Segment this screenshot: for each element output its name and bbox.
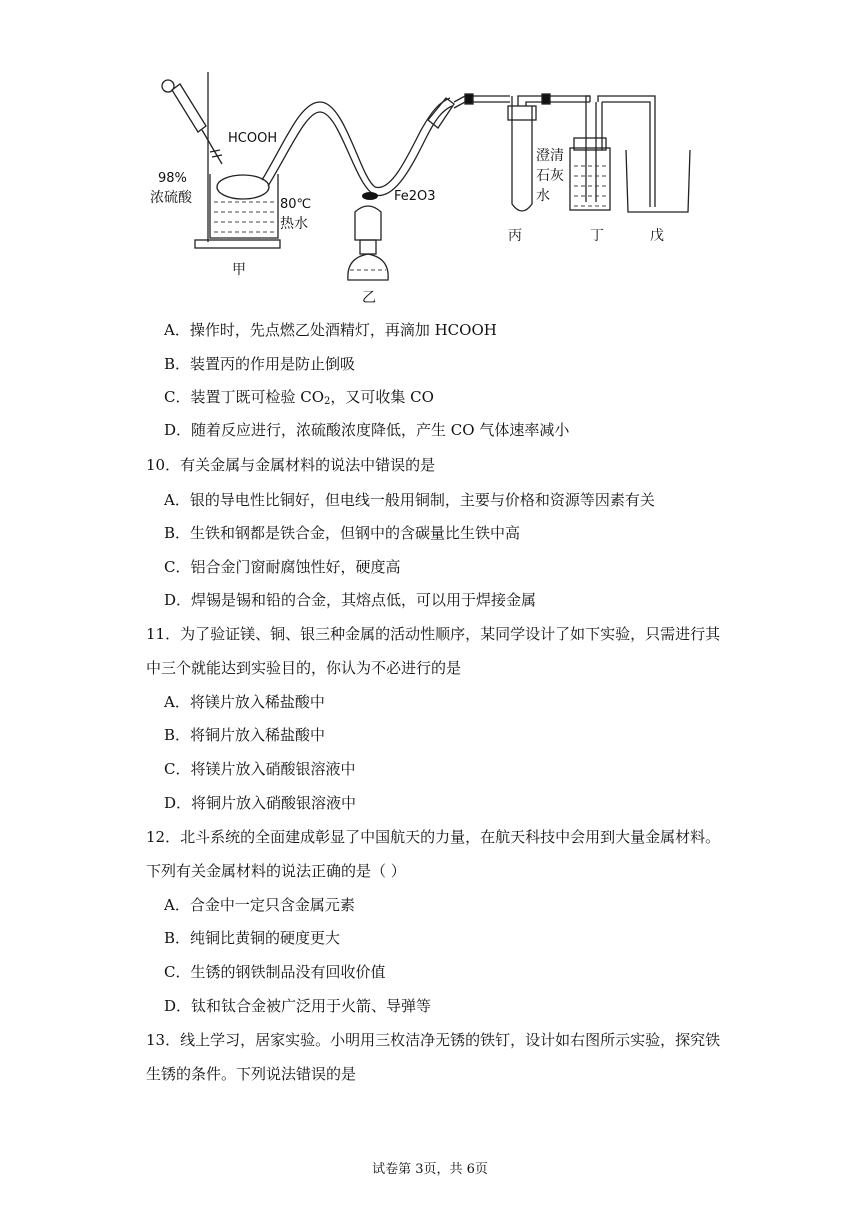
label-wu: 戊: [650, 228, 664, 244]
q10-option-c: C．铝合金门窗耐腐蚀性好，硬度高: [164, 558, 401, 576]
label-limewater-1: 澄清: [536, 148, 564, 164]
q9-option-b: B．装置丙的作用是防止倒吸: [164, 355, 356, 373]
label-hot-water: 热水: [280, 216, 308, 232]
q9-option-d: D．随着反应进行，浓硫酸浓度降低，产生 CO 气体速率减小: [164, 421, 570, 439]
fe2o3-powder: [362, 192, 378, 200]
label-limewater-2: 石灰: [536, 168, 564, 184]
gas-washing-bottle-ding: [570, 148, 610, 210]
q10-option-d: D．焊锡是锡和铅的合金，其熔点低，可以用于焊接金属: [164, 591, 537, 609]
alcohol-lamp: [348, 254, 388, 280]
dropping-funnel: [172, 84, 206, 132]
apparatus-diagram: [150, 62, 710, 312]
q10-option-a: A．银的导电性比铜好，但电线一般用铜制，主要与价格和资源等因素有关: [164, 491, 655, 509]
label-hcooh: HCOOH: [228, 131, 278, 146]
q11-option-d: D．将铜片放入硝酸银溶液中: [164, 794, 357, 812]
label-acid-name: 浓硫酸: [150, 190, 192, 206]
q11-option-b: B．将铜片放入稀盐酸中: [164, 726, 326, 744]
q13-stem-line1: 13．线上学习，居家实验。小明用三枚洁净无锈的铁钉，设计如右图所示实验，探究铁: [146, 1031, 721, 1049]
q13-stem-line2: 生锈的条件。下列说法错误的是: [146, 1065, 357, 1083]
beaker-wu: [626, 150, 690, 212]
label-ding: 丁: [590, 228, 604, 244]
q12-option-d: D．钛和钛合金被广泛用于火箭、导弹等: [164, 997, 432, 1015]
apparatus-figure: [150, 62, 710, 312]
q12-stem-line1: 12．北斗系统的全面建成彰显了中国航天的力量，在航天科技中会用到大量金属材料。: [146, 828, 721, 846]
q11-stem-line2: 中三个就能达到实验目的，你认为不必进行的是: [146, 659, 462, 677]
label-limewater-3: 水: [536, 188, 550, 204]
q11-option-c: C．将镁片放入硝酸银溶液中: [164, 760, 356, 778]
q10-stem: 10．有关金属与金属材料的说法中错误的是: [146, 456, 436, 474]
q12-stem-line2: 下列有关金属材料的说法正确的是（ ）: [146, 862, 406, 880]
q12-option-b: B．纯铜比黄铜的硬度更大: [164, 929, 341, 947]
lamp-flame: [355, 206, 381, 240]
w-shaped-tube: [262, 98, 450, 188]
label-yi: 乙: [362, 290, 376, 306]
q11-option-a: A．将镁片放入稀盐酸中: [164, 693, 325, 711]
label-fe2o3: Fe2O3: [394, 189, 436, 204]
page-footer: 试卷第 3页，共 6页: [372, 1162, 488, 1177]
q11-stem-line1: 11．为了验证镁、铜、银三种金属的活动性顺序，某同学设计了如下实验，只需进行其: [146, 625, 721, 643]
label-bing: 丙: [508, 228, 522, 244]
q9-option-c: C．装置丁既可检验 $CO_2$，又可收集 CO: [164, 388, 434, 407]
q9-option-a: A．操作时，先点燃乙处酒精灯，再滴加 HCOOH: [164, 321, 497, 339]
q12-option-c: C．生锈的钢铁制品没有回收价值: [164, 963, 386, 981]
label-temp: 80℃: [280, 197, 312, 212]
q10-option-b: B．生铁和钢都是铁合金，但钢中的含碳量比生铁中高: [164, 524, 521, 542]
funnel-bulb: [162, 80, 174, 92]
test-tube-bing: [512, 96, 532, 211]
label-acid-pct: 98%: [158, 171, 187, 186]
label-jia: 甲: [232, 262, 246, 278]
q12-option-a: A．合金中一定只含金属元素: [164, 896, 355, 914]
reaction-flask: [217, 175, 269, 199]
